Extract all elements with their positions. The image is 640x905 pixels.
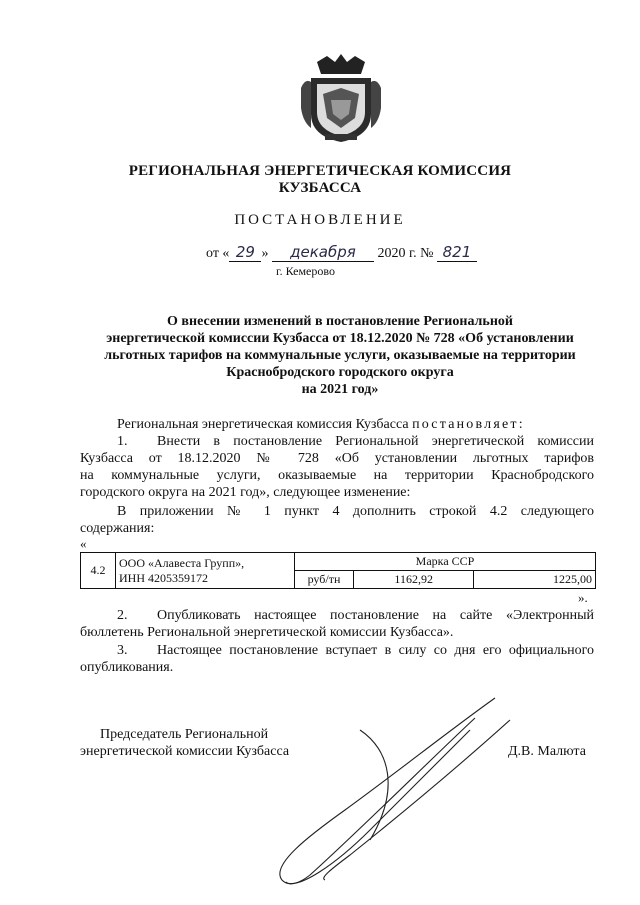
document-type: ПОСТАНОВЛЕНИЕ	[234, 212, 406, 228]
document-date-line	[206, 243, 477, 262]
item3-number: 3.	[117, 643, 128, 658]
title-line: Краснобродского городского округа	[226, 365, 454, 380]
title-line: энергетической комиссии Кузбасса от 18.12.2020 № 728 «Об установлении	[106, 331, 574, 346]
title-line: льготных тарифов на коммунальные услуги, оказываемые на территории	[104, 348, 576, 363]
value-cell: 1162,92	[354, 571, 474, 589]
item3-line: Настоящее постановление вступает в силу со дня его официального	[157, 643, 594, 658]
date-prefix: от «	[206, 246, 230, 261]
organization-name: ООО «Алавеста Групп»,	[119, 555, 245, 570]
value-cell: 1225,00	[474, 571, 596, 589]
item1-line: Внести в постановление Региональной энергетической комиссии	[157, 434, 594, 449]
date-mid: »	[261, 246, 272, 261]
product-cell: Марка ССР	[295, 553, 596, 571]
handwritten-doc-number: 821	[437, 243, 477, 262]
title-line: О внесении изменений в постановление Региональной	[167, 314, 513, 329]
unit-cell: руб/тн	[295, 571, 354, 589]
coat-of-arms-emblem	[297, 48, 385, 144]
quote-open: «	[80, 536, 87, 551]
intro-paragraph	[117, 416, 525, 433]
table-row	[81, 553, 596, 571]
document-title	[70, 313, 610, 398]
intro-verb: постановляет:	[412, 417, 525, 432]
annex-line: содержания:	[80, 521, 155, 536]
organization-inn: ИНН 4205359172	[119, 570, 208, 585]
item1-line: Кузбасса от 18.12.2020 № 728 «Об установлении льготных тарифов	[80, 451, 594, 466]
signatory-name: Д.В. Малюта	[508, 744, 586, 759]
item1-line: городского округа на 2021 год», следующее изменение:	[80, 485, 411, 500]
handwritten-day: 29	[229, 243, 261, 262]
annex-line: В приложении № 1 пункт 4 дополнить строкой 4.2 следующего	[117, 504, 594, 519]
item3-line: опубликования.	[80, 660, 174, 675]
row-number: 4.2	[81, 553, 116, 589]
item1-number: 1.	[117, 434, 128, 449]
handwritten-month: декабря	[272, 243, 374, 262]
signatory-title-line: Председатель Региональной	[100, 727, 269, 742]
title-line: на 2021 год»	[301, 382, 379, 397]
city: г. Кемерово	[276, 264, 335, 278]
tariff-table	[80, 552, 596, 589]
item2-line: Опубликовать настоящее постановление на сайте «Электронный	[157, 608, 594, 623]
item2-line: бюллетень Региональной энергетической комиссии Кузбасса».	[80, 625, 454, 640]
organization-cell	[116, 553, 295, 589]
organization-name-line1: РЕГИОНАЛЬНАЯ ЭНЕРГЕТИЧЕСКАЯ КОМИССИЯ	[128, 163, 512, 179]
intro-text: Региональная энергетическая комиссия Кузбасса	[117, 417, 409, 432]
signatory-title-line: энергетической комиссии Кузбасса	[80, 744, 290, 759]
date-year: 2020 г. №	[377, 246, 434, 261]
quote-close: ».	[578, 590, 588, 605]
item2-number: 2.	[117, 608, 128, 623]
organization-name-line2: КУЗБАССА	[278, 180, 362, 196]
item1-line: на коммунальные услуги, оказываемые на территории Краснобродского	[80, 468, 594, 483]
handwritten-signature	[250, 690, 550, 890]
